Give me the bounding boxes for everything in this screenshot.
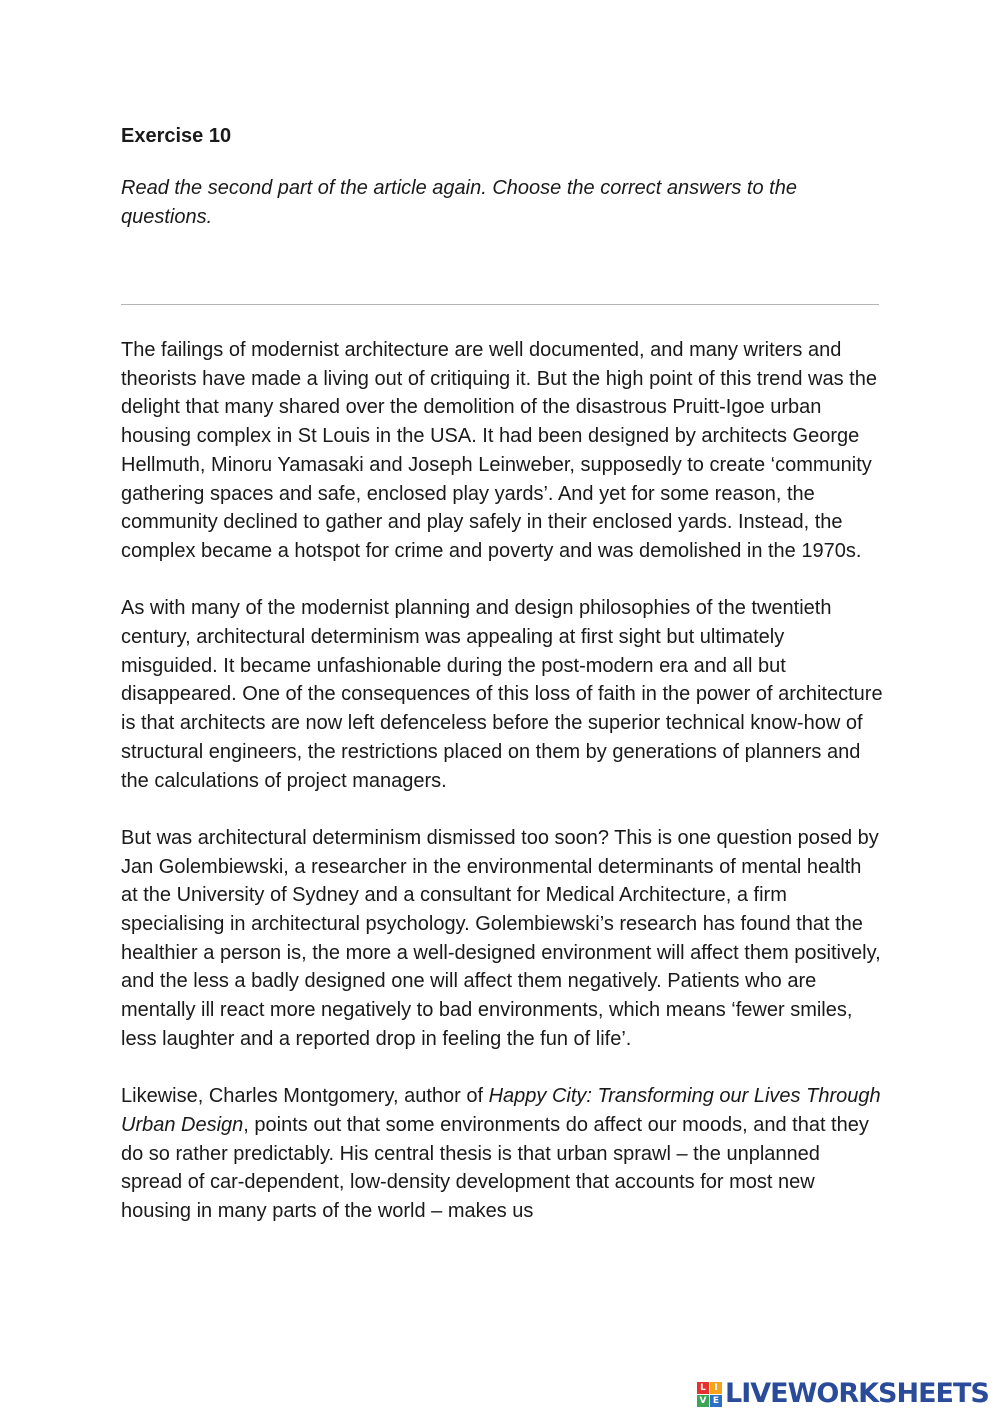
article-paragraph-1: The failings of modernist architecture are well documented, and many writers and theorists have made a living out of critiquing it. But the high point of this trend was the delight that many shared over the demolition of the disastrous Pruitt-Igoe urban housing complex in St Louis in the USA. It had been designed by architects George Hellmuth, Minoru Yamasaki and Joseph Leinweber, supposedly to create ‘community gathering spaces and safe, enclosed play yards’. And yet for some reason, the community declined to gather and play safely in their enclosed yards. Instead, the complex became a hotspot for crime and poverty and was demolished in the 1970s.	[121, 339, 877, 562]
logo-tile-i: I	[710, 1382, 722, 1394]
paragraph-4-rest: , points out that some environments do affect our moods, and that they do so rather predictably. His central thesis is that urban sprawl – the unplanned spread of car-dependent, low-density development that accounts for most new housing in many parts of the world – makes us	[121, 1113, 869, 1223]
exercise-title: Exercise 10	[121, 125, 232, 147]
article-paragraph-4	[121, 1082, 883, 1226]
article-text	[121, 336, 883, 1254]
liveworksheets-logo-icon	[697, 1382, 722, 1407]
logo-tile-e: E	[710, 1395, 722, 1407]
liveworksheets-logo[interactable]	[697, 1379, 989, 1409]
article-paragraph-3: But was architectural determinism dismissed too soon? This is one question posed by Jan Golembiewski, a researcher in the environmental determinants of mental health at the University of Sydney and a consultant for Medical Architecture, a firm specialising in architectural psychology. Golembiewski’s research has found that the healthier a person is, the more a well-designed environment will affect them positively, and the less a badly designed one will affect them negatively. Patients who are mentally ill react more negatively to bad environments, which means ‘fewer smiles, less laughter and a reported drop in feeling the fun of life’.	[121, 826, 881, 1050]
divider-line	[121, 304, 879, 305]
logo-tile-v: V	[697, 1395, 709, 1407]
logo-text: LIVEWORKSHEETS	[725, 1378, 989, 1409]
paragraph-4-intro: Likewise, Charles Montgomery, author of	[121, 1085, 489, 1108]
exercise-instructions: Read the second part of the article again. Choose the correct answers to the questions.	[121, 177, 797, 228]
article-paragraph-2: As with many of the modernist planning and design philosophies of the twentieth century, architectural determinism was appealing at first sight but ultimately misguided. It became unfashionable during the post-modern era and all but disappeared. One of the consequences of this loss of faith in the power of architecture is that architects are now left defenceless before the superior technical know-how of structural engineers, the restrictions placed on them by generations of planners and the calculations of project managers.	[121, 597, 883, 792]
book-title: Happy City: Transforming our Lives Through Urban Design	[121, 1085, 881, 1136]
logo-tile-l: L	[697, 1382, 709, 1394]
